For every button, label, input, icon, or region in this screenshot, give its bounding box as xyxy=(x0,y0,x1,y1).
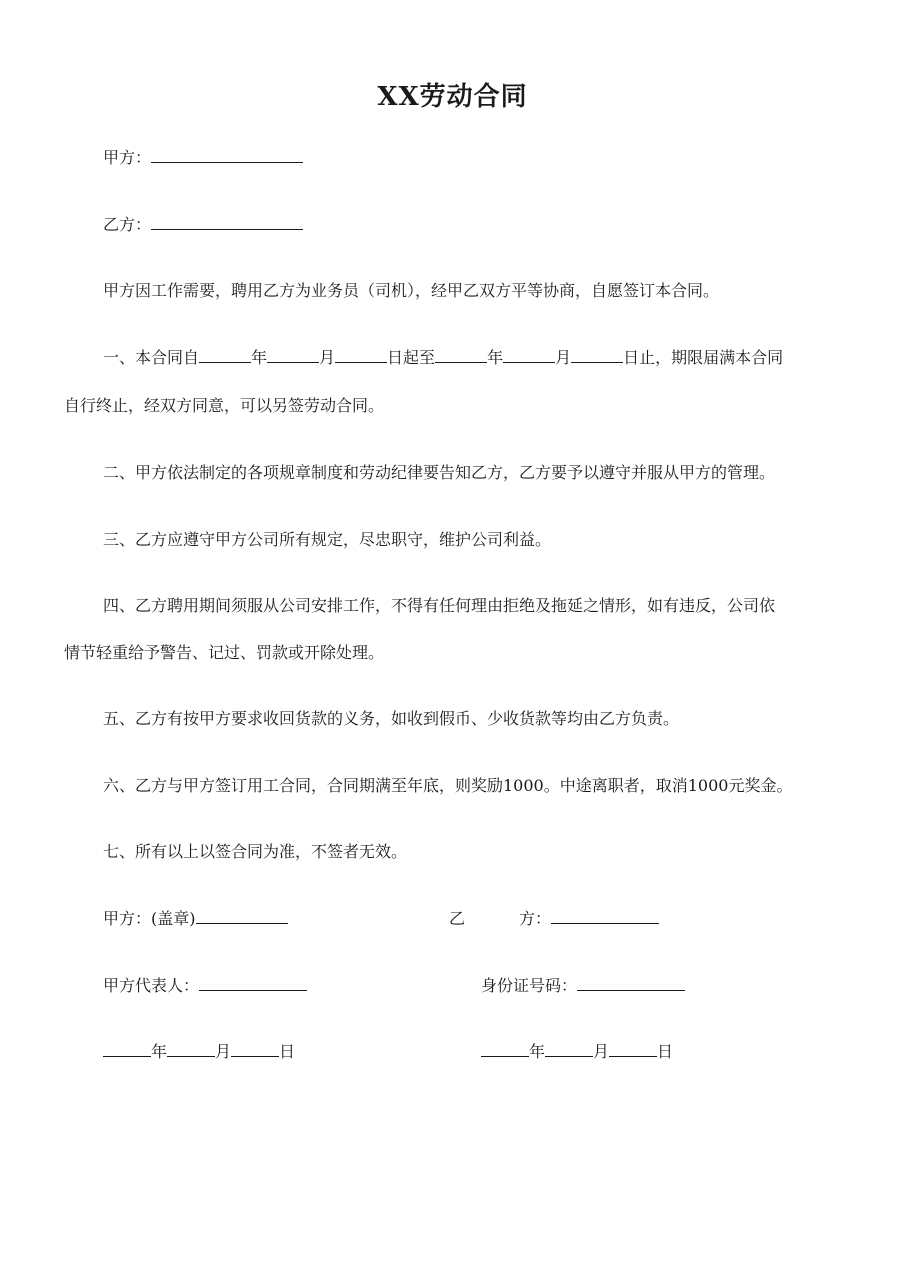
party-b-sign-line xyxy=(449,909,659,929)
clause-1-suffix: 日止，期限届满本合同 xyxy=(623,348,784,367)
end-day-blank xyxy=(571,348,623,363)
clause-2: 二、甲方依法制定的各项规章制度和劳动纪律要告知乙方，乙方要予以遵守并服从甲方的管理。 xyxy=(103,463,776,482)
party-a-year-blank xyxy=(103,1042,151,1057)
party-a-rep-label: 甲方代表人： xyxy=(103,976,200,995)
party-a-month-blank xyxy=(167,1042,215,1057)
party-b-year-label: 年 xyxy=(529,1042,546,1061)
end-month-blank xyxy=(503,348,555,363)
party-b-line xyxy=(103,215,303,235)
party-a-month-label: 月 xyxy=(215,1042,232,1061)
end-month-label: 月 xyxy=(555,348,572,367)
party-a-rep-line xyxy=(103,976,307,996)
party-b-sign-char2: 方： xyxy=(519,909,552,928)
clause-5: 五、乙方有按甲方要求收回货款的义务，如收到假币、少收货款等均由乙方负责。 xyxy=(103,709,680,728)
party-b-blank xyxy=(151,215,303,230)
party-a-seal-line xyxy=(103,909,288,929)
party-b-year-blank xyxy=(481,1042,529,1057)
party-a-year-label: 年 xyxy=(151,1042,168,1061)
party-a-date-line xyxy=(103,1042,295,1062)
intro-paragraph: 甲方因工作需要，聘用乙方为业务员（司机），经甲乙双方平等协商，自愿签订本合同。 xyxy=(103,281,720,300)
party-a-seal-blank xyxy=(196,909,288,924)
party-a-line xyxy=(103,148,303,168)
id-number-label: 身份证号码： xyxy=(481,976,578,995)
start-month-label: 月 xyxy=(319,348,336,367)
start-year-label: 年 xyxy=(251,348,268,367)
party-b-date-line xyxy=(481,1042,673,1062)
party-b-month-label: 月 xyxy=(593,1042,610,1061)
clause-6: 六、乙方与甲方签订用工合同，合同期满至年底，则奖励1000。中途离职者，取消1000元奖金。 xyxy=(103,776,793,795)
end-year-blank xyxy=(435,348,487,363)
clause-4-line-2: 情节轻重给予警告、记过、罚款或开除处理。 xyxy=(64,643,385,662)
clause-3: 三、乙方应遵守甲方公司所有规定，尽忠职守，维护公司利益。 xyxy=(103,530,552,549)
document-title: XX劳动合同 xyxy=(377,82,528,112)
start-day-blank xyxy=(335,348,387,363)
id-number-line xyxy=(481,976,685,996)
clause-4-line-1: 四、乙方聘用期间须服从公司安排工作，不得有任何理由拒绝及拖延之情形，如有违反，公司依 xyxy=(103,596,776,615)
clause-1-prefix: 一、本合同自 xyxy=(103,348,200,367)
party-a-label: 甲方： xyxy=(103,148,152,167)
party-b-sign-blank xyxy=(551,909,659,924)
party-a-rep-blank xyxy=(199,976,307,991)
party-b-month-blank xyxy=(545,1042,593,1057)
party-a-day-blank xyxy=(231,1042,279,1057)
clause-1-line-2: 自行终止，经双方同意，可以另签劳动合同。 xyxy=(64,396,385,415)
party-b-sign-char1: 乙 xyxy=(449,909,466,928)
start-year-blank xyxy=(199,348,251,363)
id-number-blank xyxy=(577,976,685,991)
party-a-day-label: 日 xyxy=(279,1042,296,1061)
party-a-seal-label: 甲方：(盖章) xyxy=(103,909,196,928)
end-year-label: 年 xyxy=(487,348,504,367)
clause-7: 七、所有以上以签合同为准，不签者无效。 xyxy=(103,842,408,861)
start-month-blank xyxy=(267,348,319,363)
start-day-label: 日起至 xyxy=(387,348,436,367)
party-b-label: 乙方： xyxy=(103,215,152,234)
clause-1-line-1 xyxy=(103,348,783,368)
party-a-blank xyxy=(151,148,303,163)
party-b-day-blank xyxy=(609,1042,657,1057)
party-b-day-label: 日 xyxy=(657,1042,674,1061)
